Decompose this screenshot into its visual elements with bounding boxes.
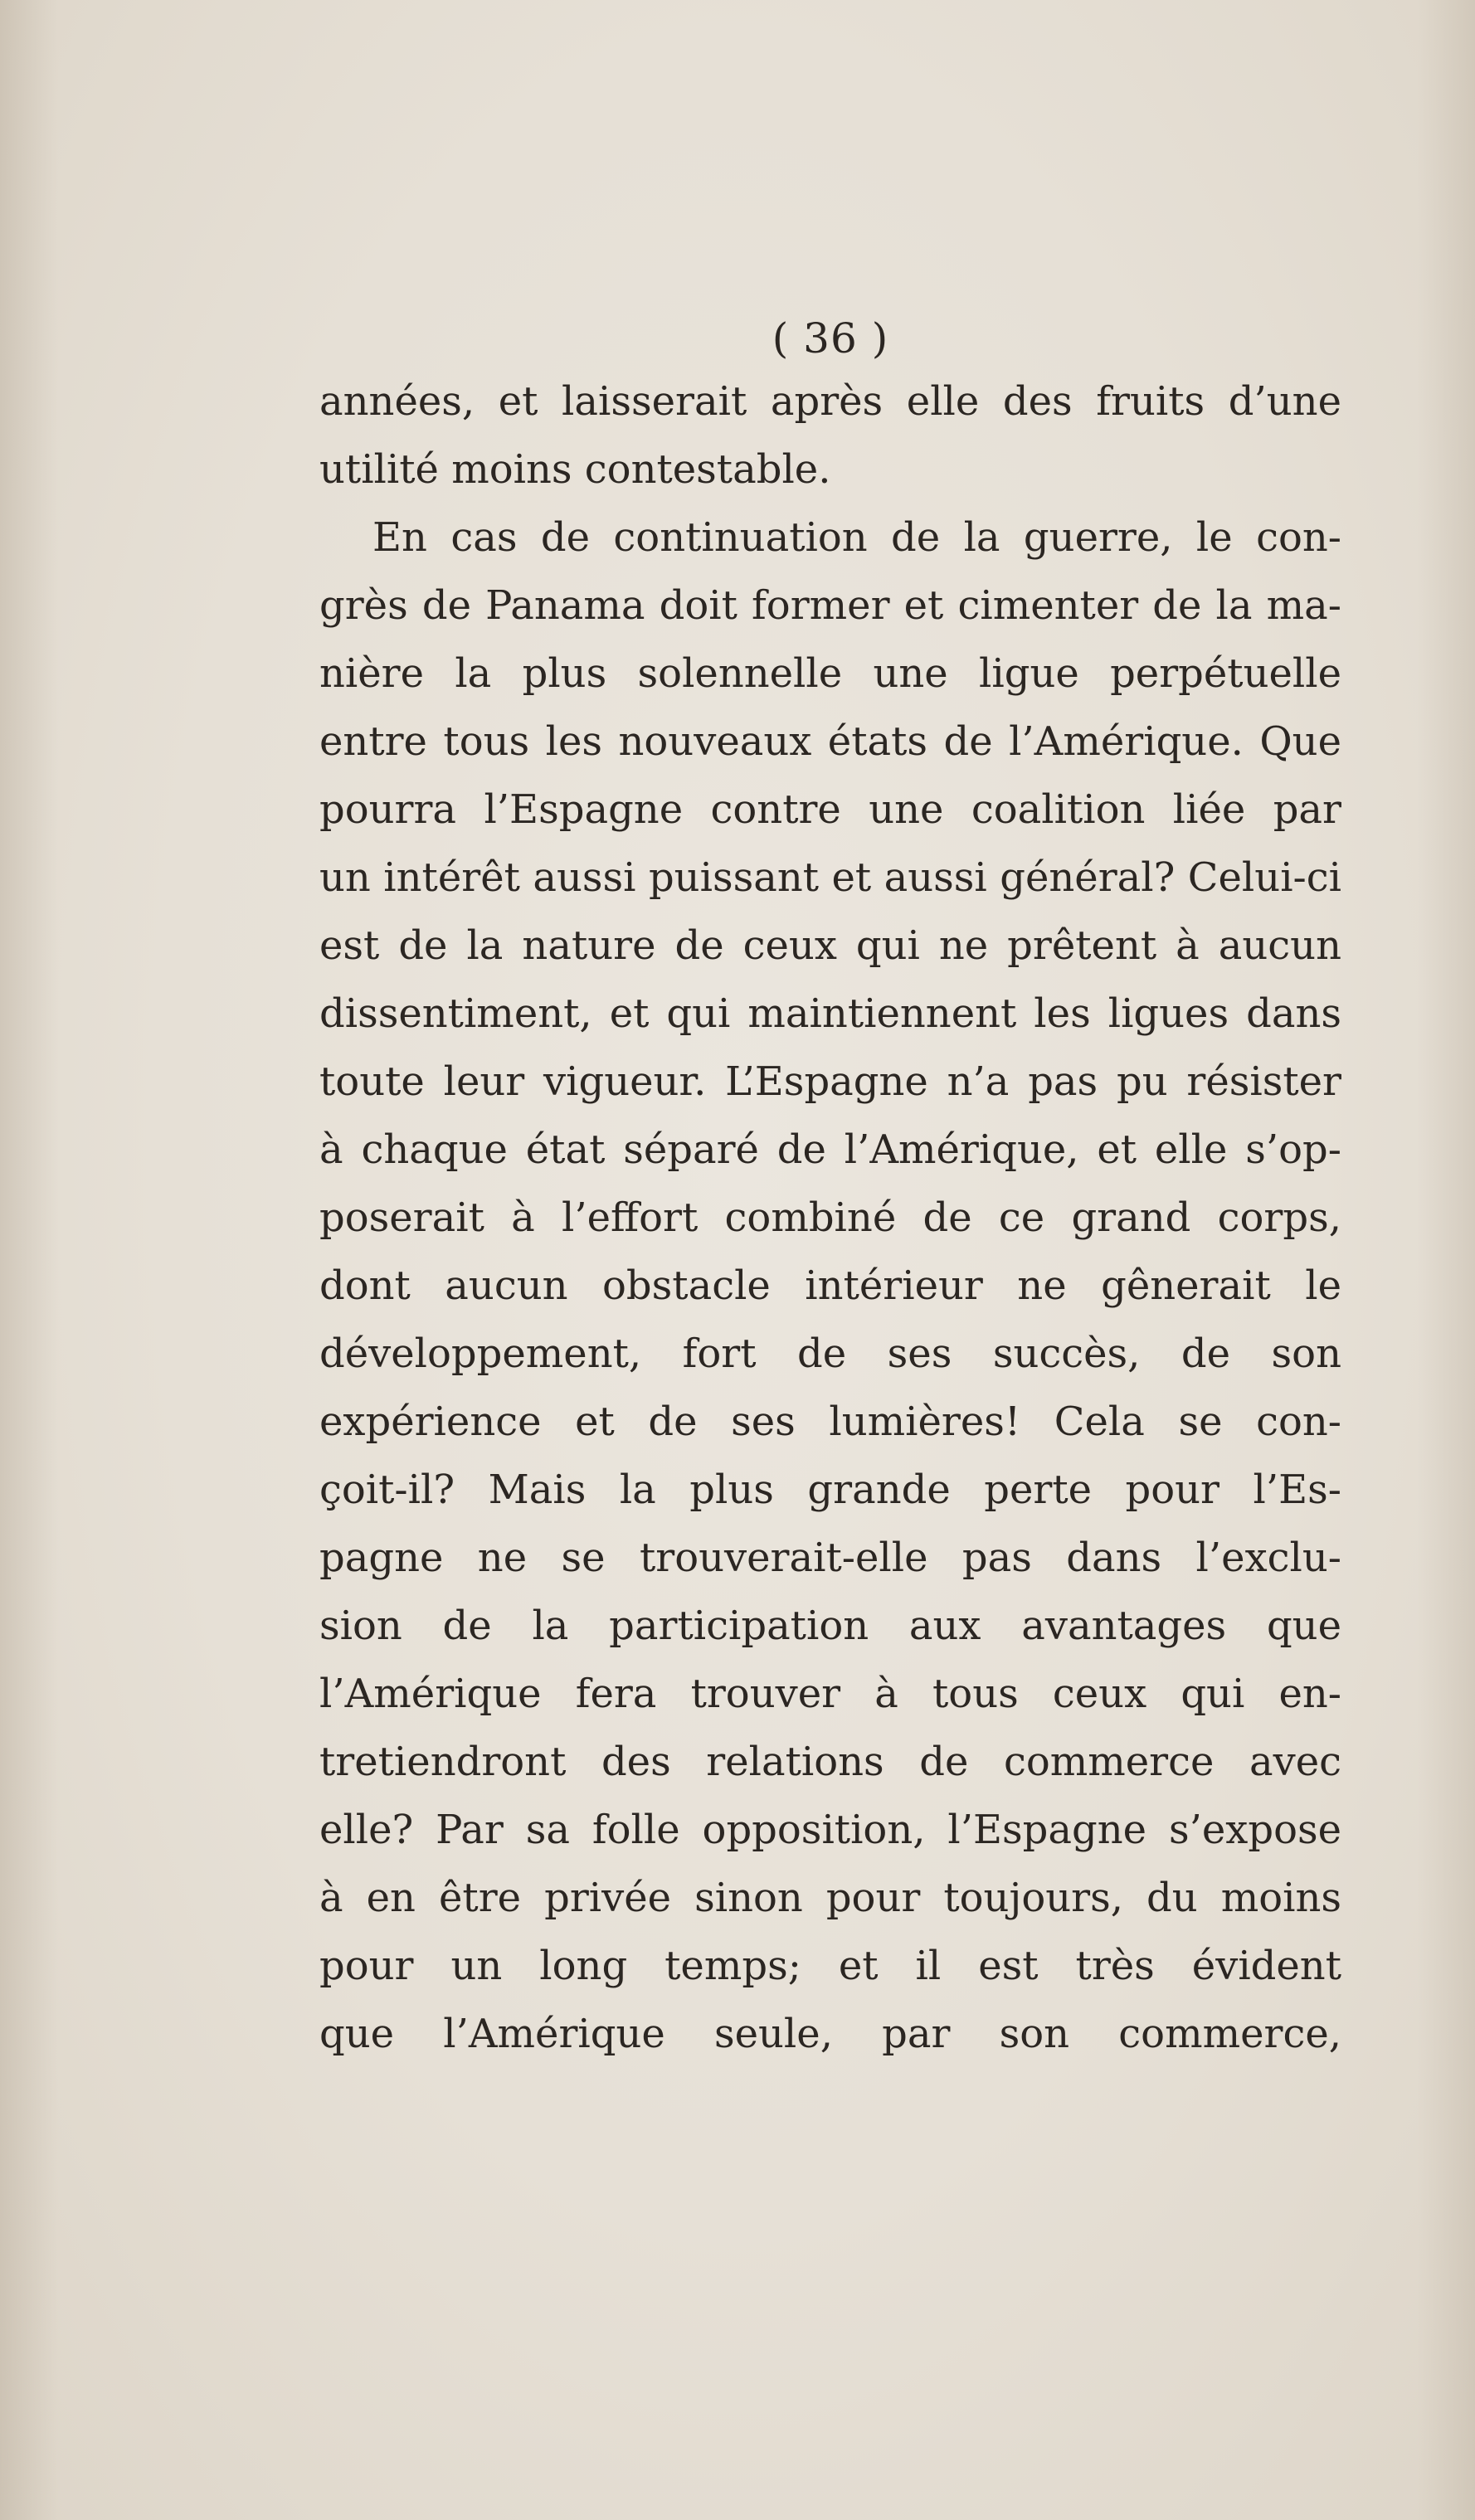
- text-line: poserait à l’effort combiné de ce grand corps,: [319, 1194, 1341, 1241]
- page-number: ( 36 ): [772, 314, 889, 362]
- page-right-edge-shadow: [1417, 0, 1475, 2520]
- text-line: nière la plus solennelle une ligue perpétuelle: [319, 650, 1341, 697]
- text-line: expérience et de ses lumières! Cela se con-: [319, 1399, 1341, 1445]
- text-line: pour un long temps; et il est très évident: [319, 1943, 1341, 1989]
- text-line: utilité moins contestable.: [319, 446, 831, 493]
- text-line: entre tous les nouveaux états de l’Amérique. Que: [319, 718, 1341, 765]
- text-line: dissentiment, et qui maintiennent les ligues dans: [319, 990, 1341, 1037]
- page-text-block: [319, 309, 1341, 2068]
- text-line: que l’Amérique seule, par son commerce,: [319, 2011, 1341, 2057]
- text-line: est de la nature de ceux qui ne prêtent à aucun: [319, 922, 1341, 969]
- text-line: En cas de continuation de la guerre, le con-: [372, 514, 1341, 561]
- text-line: elle? Par sa folle opposition, l’Espagne s’expose: [319, 1807, 1341, 1853]
- text-line: à chaque état séparé de l’Amérique, et elle s’op-: [319, 1126, 1341, 1173]
- page-left-edge-shadow: [0, 0, 58, 2520]
- text-line: un intérêt aussi puissant et aussi général? Celui-ci: [319, 854, 1341, 901]
- text-line: sion de la participation aux avantages que: [319, 1603, 1341, 1649]
- text-line: l’Amérique fera trouver à tous ceux qui en-: [319, 1671, 1341, 1717]
- text-line: toute leur vigueur. L’Espagne n’a pas pu résister: [319, 1058, 1341, 1105]
- text-line: pourra l’Espagne contre une coalition liée par: [319, 786, 1341, 833]
- text-line: pagne ne se trouverait-elle pas dans l’exclu-: [319, 1535, 1341, 1581]
- text-line: dont aucun obstacle intérieur ne gênerait le: [319, 1262, 1341, 1309]
- text-line: à en être privée sinon pour toujours, du moins: [319, 1875, 1341, 1921]
- text-line: années, et laisserait après elle des fruits d’une: [319, 378, 1341, 425]
- text-line: développement, fort de ses succès, de son: [319, 1331, 1341, 1377]
- text-line: çoit-il? Mais la plus grande perte pour l’Es-: [319, 1467, 1341, 1513]
- text-line: tretiendront des relations de commerce avec: [319, 1739, 1341, 1785]
- text-line: grès de Panama doit former et cimenter de la ma-: [319, 582, 1341, 629]
